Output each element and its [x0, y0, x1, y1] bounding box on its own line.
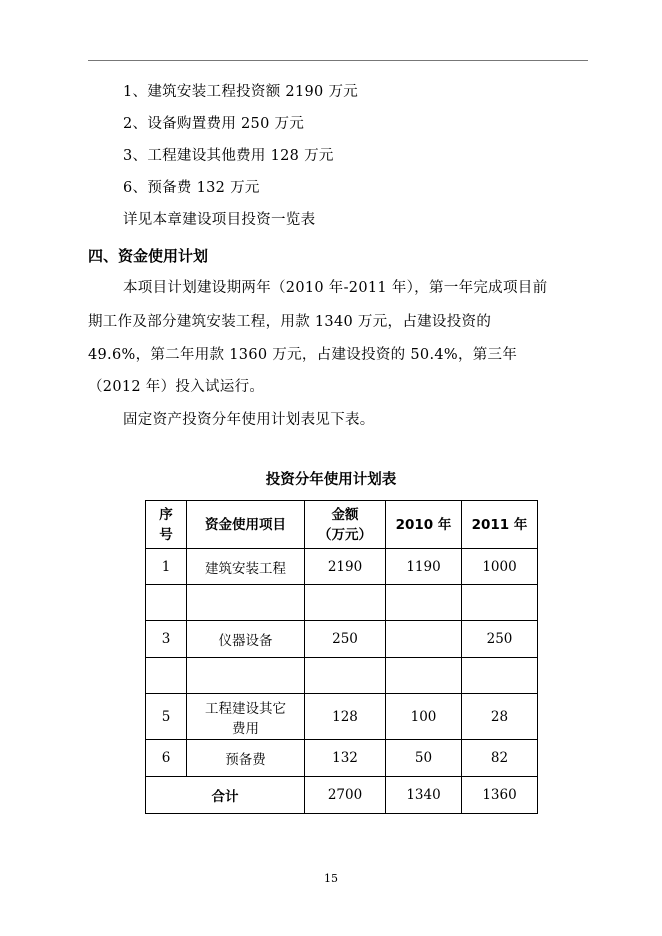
list-item: 1、建筑安装工程投资额 2190 万元 — [123, 84, 359, 100]
cell-item — [187, 658, 305, 694]
section-heading: 四、资金使用计划 — [88, 247, 209, 265]
paragraph-line: 49.6%，第二年用款 1360 万元，占建设投资的 50.4%，第三年 — [88, 347, 518, 363]
cell-amount: 2190 — [305, 549, 386, 585]
investment-plan-table — [145, 500, 538, 814]
cell-item: 建筑安装工程 — [187, 549, 305, 585]
header-seq: 序 号 — [146, 501, 187, 549]
table-row — [146, 549, 538, 585]
cell-2010 — [386, 585, 462, 621]
total-amount: 2700 — [305, 777, 386, 814]
list-item: 6、预备费 132 万元 — [123, 180, 260, 196]
total-2010: 1340 — [386, 777, 462, 814]
table-header-row — [146, 501, 538, 549]
cell-2010: 100 — [386, 694, 462, 740]
cell-2010: 1190 — [386, 549, 462, 585]
paragraph-line: 期工作及部分建筑安装工程，用款 1340 万元，占建设投资的 — [88, 314, 492, 330]
cell-2011 — [462, 658, 538, 694]
cell-item: 工程建设其它 费用 — [187, 694, 305, 740]
table-row — [146, 621, 538, 658]
cell-2011 — [462, 585, 538, 621]
cell-seq: 1 — [146, 549, 187, 585]
table-row — [146, 585, 538, 621]
header-item: 资金使用项目 — [187, 501, 305, 549]
see-note: 详见本章建设项目投资一览表 — [123, 212, 316, 228]
cell-seq: 3 — [146, 621, 187, 658]
cell-item: 仪器设备 — [187, 621, 305, 658]
cell-seq — [146, 585, 187, 621]
header-2010: 2010 年 — [386, 501, 462, 549]
cell-seq: 5 — [146, 694, 187, 740]
paragraph-line: 固定资产投资分年使用计划表见下表。 — [123, 412, 375, 428]
header-2011: 2011 年 — [462, 501, 538, 549]
cell-2010 — [386, 658, 462, 694]
cell-2010: 50 — [386, 740, 462, 777]
cell-amount — [305, 585, 386, 621]
total-label: 合计 — [146, 777, 305, 814]
list-item: 2、设备购置费用 250 万元 — [123, 116, 305, 132]
cell-2011: 28 — [462, 694, 538, 740]
cell-seq: 6 — [146, 740, 187, 777]
paragraph-line: （2012 年）投入试运行。 — [88, 379, 265, 395]
cell-2011: 1000 — [462, 549, 538, 585]
table-total-row — [146, 777, 538, 814]
cell-item: 预备费 — [187, 740, 305, 777]
total-2011: 1360 — [462, 777, 538, 814]
cell-amount: 128 — [305, 694, 386, 740]
table-title: 投资分年使用计划表 — [265, 472, 397, 488]
cell-seq — [146, 658, 187, 694]
header-amount: 金额 （万元） — [305, 501, 386, 549]
paragraph-line: 本项目计划建设期两年（2010 年-2011 年），第一年完成项目前 — [123, 280, 548, 296]
cell-amount: 250 — [305, 621, 386, 658]
cell-amount — [305, 658, 386, 694]
cell-2011: 82 — [462, 740, 538, 777]
cell-amount: 132 — [305, 740, 386, 777]
cell-2011: 250 — [462, 621, 538, 658]
page-number: 15 — [324, 872, 338, 885]
cell-2010 — [386, 621, 462, 658]
cell-item — [187, 585, 305, 621]
header-rule — [88, 60, 588, 61]
table-row — [146, 694, 538, 740]
list-item: 3、工程建设其他费用 128 万元 — [123, 148, 334, 164]
table-row — [146, 658, 538, 694]
table-row — [146, 740, 538, 777]
